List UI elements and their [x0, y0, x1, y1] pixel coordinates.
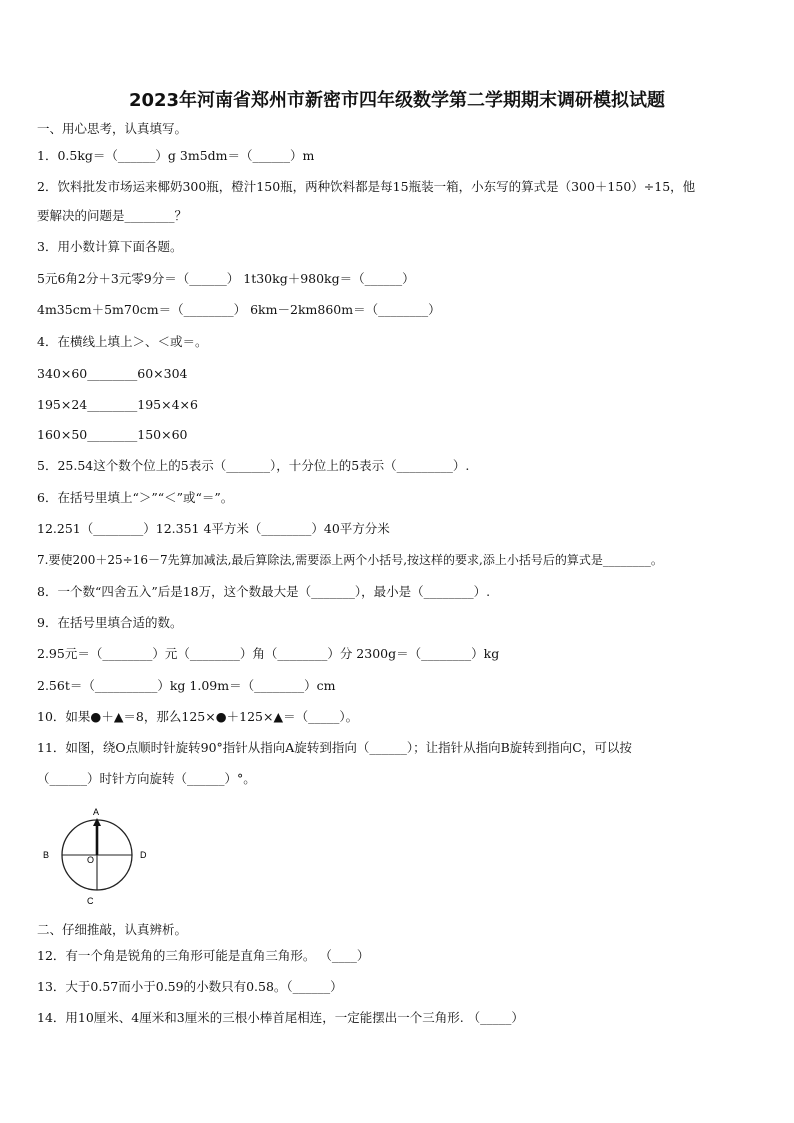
question-4: 4．在横线上填上＞、＜或＝。 [37, 334, 208, 349]
question-4-item-3: 160×50________150×60 [37, 427, 188, 442]
label-o: O [87, 855, 95, 865]
question-7: 7.要使200＋25÷16－7先算加减法,最后算除法,需要添上两个小括号,按这样的要求,添上小括号后的算式是________。 [37, 553, 663, 567]
label-c: C [87, 896, 94, 906]
section-1-heading: 一、用心思考，认真填写。 [37, 121, 188, 136]
question-4-item-2: 195×24________195×4×6 [37, 397, 198, 412]
question-11-line-1: 11．如图，绕O点顺时针旋转90°指针从指向A旋转到指向（______）；让指针从指向B旋转到指向C，可以按 [37, 740, 632, 755]
question-3: 3．用小数计算下面各题。 [37, 239, 183, 254]
section-2-heading: 二、仔细推敲，认真辨析。 [37, 922, 188, 937]
label-a: A [93, 807, 100, 817]
page-title: 2023年河南省郑州市新密市四年级数学第二学期期末调研模拟试题 [128, 90, 666, 111]
question-14: 14．用10厘米、4厘米和3厘米的三根小棒首尾相连，一定能摆出一个三角形. （_____） [37, 1010, 524, 1025]
question-5: 5．25.54这个数个位上的5表示（_______），十分位上的5表示（_________）. [37, 458, 470, 473]
question-9-items-1: 2.95元＝（________）元（________）角（________）分 2300g＝（________）kg [37, 646, 500, 661]
question-2-line-1: 2．饮料批发市场运来椰奶300瓶，橙汁150瓶，两种饮料都是每15瓶装一箱，小东写的算式是（300＋150）÷15，他 [37, 179, 696, 194]
question-10: 10．如果●＋▲＝8，那么125×●＋125×▲＝（_____）。 [37, 709, 359, 724]
rotation-diagram [38, 804, 158, 908]
question-4-item-1: 340×60________60×304 [37, 366, 188, 381]
question-6: 6．在括号里填上“＞”“＜”或“＝”。 [37, 490, 234, 505]
question-11-line-2: （______）时针方向旋转（______）°。 [37, 771, 256, 786]
question-6-items: 12.251（________）12.351 4平方米（________）40平方分米 [37, 521, 390, 536]
question-9: 9．在括号里填合适的数。 [37, 615, 183, 630]
pointer-arrow-head [93, 818, 101, 826]
question-3-items-1: 5元6角2分＋3元零9分＝（______） 1t30kg＋980kg＝（______） [37, 271, 415, 286]
question-1: 1．0.5kg＝（______）g 3m5dm＝（______）m [37, 148, 315, 163]
question-9-items-2: 2.56t＝（__________）kg 1.09m＝（________）cm [37, 678, 336, 693]
question-8: 8．一个数“四舍五入”后是18万，这个数最大是（_______），最小是（________）. [37, 584, 491, 599]
label-b: B [43, 850, 50, 860]
question-12: 12．有一个角是锐角的三角形可能是直角三角形。 （____） [37, 948, 370, 963]
question-3-items-2: 4m35cm＋5m70cm＝（________） 6km－2km860m＝（________） [37, 302, 441, 317]
label-d: D [140, 850, 147, 860]
question-2-line-2: 要解决的问题是________？ [37, 208, 188, 223]
question-13: 13．大于0.57而小于0.59的小数只有0.58。（______） [37, 979, 343, 994]
